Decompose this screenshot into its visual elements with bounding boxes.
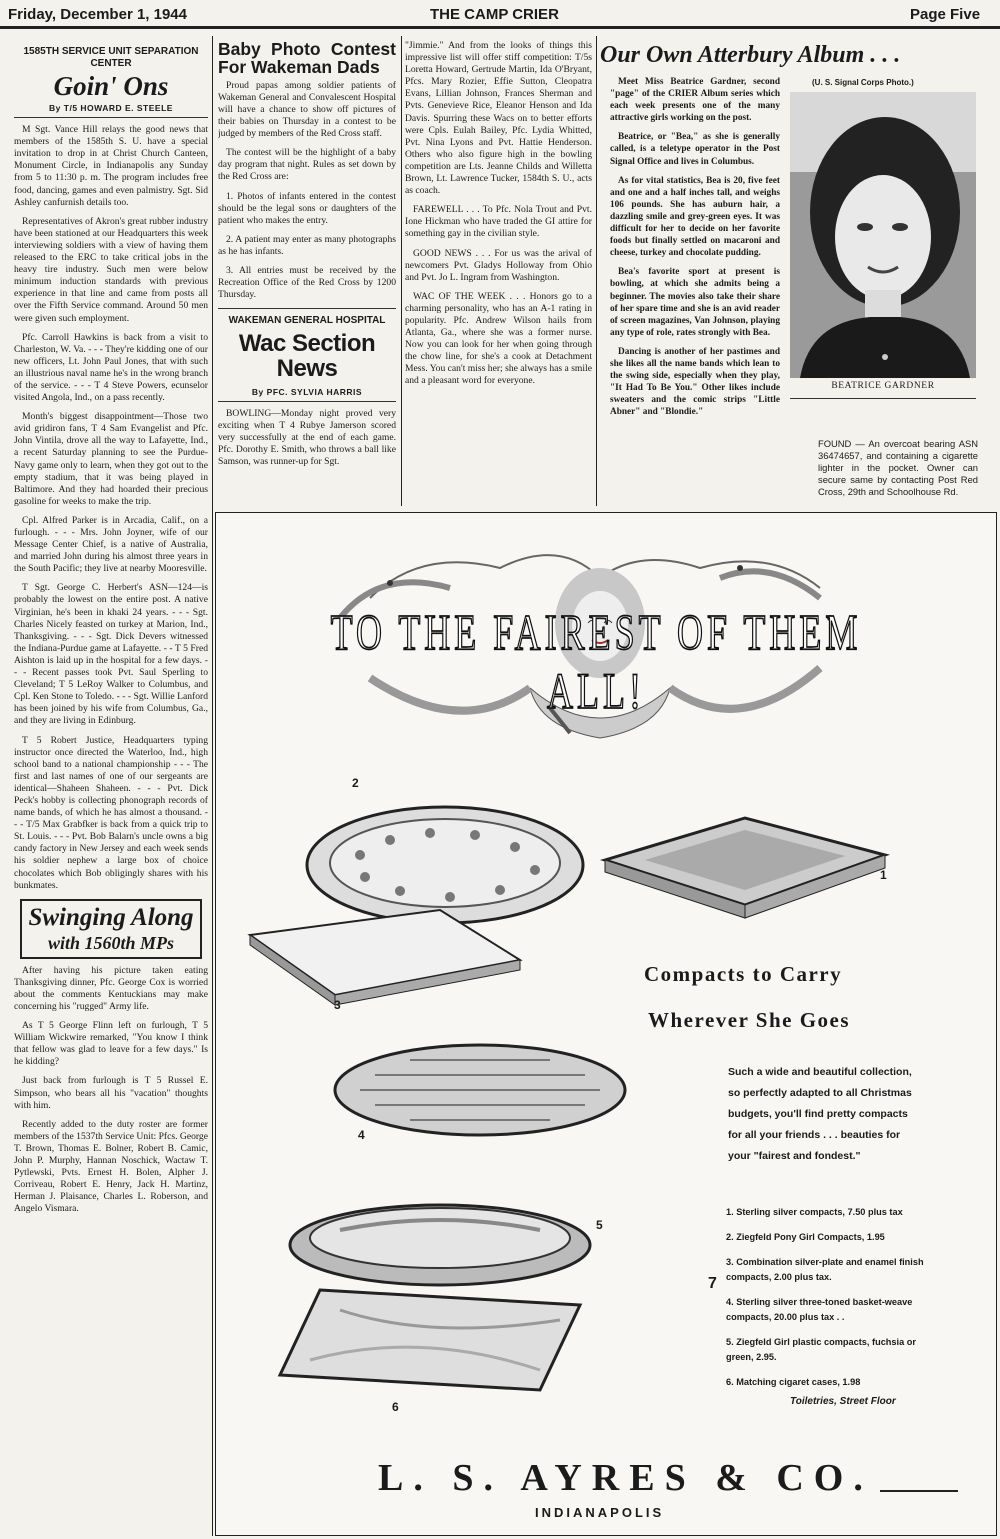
ad-department: Toiletries, Street Floor (790, 1396, 896, 1407)
article-paragraph: WAC OF THE WEEK . . . Honors go to a charming personality, who has an A-1 rating in popularity. Pfc. Andrew Wilson hails from Atlanta, Ga., where she was a former nurse. Now you can look for her when going through the chow line, for she's a cook at Detachment Mess. You can't miss her; she always has a smile and a pleasant word for everyone. (405, 290, 592, 387)
album-title: Our Own Atterbury Album . . . (600, 42, 901, 68)
item-number-4: 4 (358, 1128, 365, 1142)
item-number-5: 5 (596, 1218, 603, 1232)
section-title: Goin' Ons (53, 71, 169, 101)
item-number-6: 6 (392, 1400, 399, 1414)
article-paragraph: As for vital statistics, Bea is 20, five feet and one and a half inches tall, and weighs 106 pounds. She has auburn hair, a dazzling smile and grey-green eyes. It was difficult for her to decide on her favorite foods but finally settled on macaroni and cheese, turkey and chocolate pudding. (610, 175, 780, 259)
section-subtitle: with 1560th MPs (47, 932, 175, 953)
ad-item: 3. Combination silver-plate and enamel finish compacts, 2.00 plus tax. (726, 1257, 924, 1282)
article-paragraph: Recently added to the duty roster are former members of the 1537th Service Unit: Pfcs. George T. Brown, Thomas E. Bolner, Robert B. Camic, John P. Murphy, Hannan Noschick, Wactaw T. Pytlewski, Pvts. Ernest H. Bolen, Alpher J. Corriveau, Robert E. Henry, Jack H. Martinz, Herman J. Plaisance, Charles L. Roberson, and Angelo Vismara. (14, 1118, 208, 1215)
article-paragraph: The contest will be the highlight of a baby day program that night. Rules as set down by the Red Cross are: (218, 147, 396, 183)
compact-1 (595, 810, 895, 920)
article-paragraph: Cpl. Alfred Parker is in Arcadia, Calif., on a furlough. - - - Mrs. John Joyner, wife of our Message Center Chief, is a native of Australia, and married John during his almost three years in the South Pacific; they live at nearby Mooresville. (14, 514, 208, 575)
issue-date: Friday, December 1, 1944 (8, 6, 187, 23)
article-paragraph: Proud papas among soldier patients of Wakeman General and Convalescent Hospital will have a chance to show off pictures of their babies on Thursday in a contest to be judged by members of the Red Cross staff. (218, 79, 396, 140)
article-paragraph: 2. A patient may enter as many photographs as he has infants. (218, 233, 396, 257)
portrait-photo (790, 92, 976, 378)
masthead-rule (0, 26, 1000, 29)
section-title: Swinging Along (28, 903, 194, 931)
ad-item: 6. Matching cigaret cases, 1.98 (726, 1377, 861, 1387)
swinging-along-box (20, 899, 202, 959)
column-goin-ons (14, 46, 208, 1536)
article-paragraph: Bea's favorite sport at present is bowling, at which she admits being a beginner. The movies also take their share of her spare time and she is an avid reader of screen magazines, Van Johnson, playing any type of role, rates strongly with Bea. (610, 267, 780, 338)
article-paragraph: GOOD NEWS . . . For us was the arival of newcomers Pvt. Gladys Holloway from Ohio and Pvt. Jo L. Ingram from Washington. (405, 247, 592, 283)
article-paragraph: Pfc. Carroll Hawkins is back from a visit to Charleston, W. Va. - - - They're kidding one of our new officers, Lt. John Paul Jones, that with such an illustrious naval name he's in the wrong branch of the service. - - - T 4 Steve Powers, ecunselor visited Angola, Ind., on a pass recently. (14, 331, 208, 404)
column-divider (401, 36, 402, 506)
ad-item: 2. Ziegfeld Pony Girl Compacts, 1.95 (726, 1232, 885, 1242)
photo-caption: BEATRICE GARDNER (831, 381, 935, 391)
article-paragraph: T 5 Robert Justice, Headquarters typing instructor once directed the Waterloo, Ind., high school band to a national championship - - - The first and last names of one of our sergeants are identical—Shaheen Shaheen. - - - Pvt. Dick Peck's hobby is collecting phonograph records of name bands, of which he has almost a thousand. - - - T/5 Max Grabfker is back from a quick trip to St. Louis. - - - Pvt. Bob Balarn's uncle owns a big candy factory in New Jersey and each week sends his soldier nephew a large box of choice chocolates which Bob obligingly shares with his bunkmates. (14, 734, 208, 891)
photo-credit: (U. S. Signal Corps Photo.) (812, 78, 914, 87)
ad-banner-text: TO THE FAIREST OF THEM ALL! (330, 604, 862, 720)
byline: By T/5 HOWARD E. STEELE (49, 103, 173, 113)
section-kicker: 1585TH SERVICE UNIT SEPARATION CENTER (23, 46, 199, 69)
ad-item: 1. Sterling silver compacts, 7.50 plus tax (726, 1207, 903, 1217)
article-paragraph: "Jimmie." And from the looks of things this impressive list will offer stiff competition: T/5s Loretta Howard, Gertrude Martin, Ida O'Bryant, Pfcs. Mary Rozier, Effie Sutton, Cleopatra Evans, Lillian Johnson, Frances Sherman and Pvts. Genevieve Rice, Eleanor Henson and Ida Davis. Spurring these Wacs on to better efforts were Cpls. Eulah Bailey, Pfc. Lydia Whitted, Pvt. Nina Lyons and Pvt. Hattie Henderson. Others who also figure high in the bowling competition are Lts. Jeanne Childs and Willetta Brown, Lt. Lawrence Tucker, 1584th S. U., acts as coach. (405, 40, 592, 197)
ad-headline-2: Wherever She Goes (648, 1008, 851, 1032)
found-notice: FOUND — An overcoat bearing ASN 36474657, and containing a cigarette lighter in the pocket. Owner can secure same by contacting Post Red Cross, 29th and Schoolhouse Rd. (818, 438, 978, 497)
item-number-7: 7 (708, 1275, 717, 1292)
article-paragraph: BOWLING—Monday night proved very exciting when T 4 Rubye Jamerson scored very successfully at the end of each game. Pfc. Dorothy E. Smith, who throws a ball like Samson, was runner-up for Sgt. (218, 407, 396, 468)
column-divider (596, 36, 597, 506)
article-paragraph: Beatrice, or "Bea," as she is generally called, is a teletype operator in the Post Signal Office and lives in Columbus. (610, 132, 780, 167)
ad-item: 4. Sterling silver three-toned basket-weave compacts, 20.00 plus tax . . (726, 1297, 913, 1322)
compact-6 (270, 1280, 590, 1400)
compact-4 (330, 1040, 630, 1140)
compact-5 (280, 1190, 600, 1290)
store-city: INDIANAPOLIS (535, 1505, 665, 1520)
column-baby-contest (218, 40, 396, 508)
ad-intro: Such a wide and beautiful collection, so perfectly adapted to all Christmas budgets, you'll find pretty compacts for all your friends . . . beauties for your "fairest and fondest." (728, 1066, 912, 1162)
article-paragraph: Meet Miss Beatrice Gardner, second "page" of the CRIER Album series which each week presents one of the many attractive girls working on the post. (610, 77, 780, 124)
store-name: L. S. AYRES & CO. (378, 1457, 873, 1499)
ad-price-list (726, 1205, 936, 1400)
article-paragraph: Month's biggest disappointment—Those two avid gridiron fans, T 4 Sam Evangelist and Pfc. John Vintila, drove all the way to Lafayette, Ind., a recent Saturday planning to see the Purdue-Navy game only to learn, when they got out to the empty stadium, that it was being played in Baltimore. And they had hoarded their precious gasoline for weeks to make the trip. (14, 411, 208, 507)
section-title: Wac Section News (238, 330, 376, 383)
article-paragraph: FAREWELL . . . To Pfc. Nola Trout and Pvt. Ione Hickman who have traded the GI attire for something gay in the civilian style. (405, 204, 592, 240)
headline: Baby Photo Contest For Wakeman Dads (218, 40, 396, 78)
ad-headline-1: Compacts to Carry (644, 962, 843, 986)
byline: By PFC. SYLVIA HARRIS (251, 386, 363, 397)
section-kicker: WAKEMAN GENERAL HOSPITAL (228, 315, 386, 327)
article-paragraph: Just back from furlough is T 5 Russel E. Simpson, who bears all his "vacation" thoughts with him. (14, 1075, 208, 1111)
column-divider (212, 36, 213, 1536)
article-paragraph: M Sgt. Vance Hill relays the good news that members of the 1585th S. U. have a special invitation to drop in at Christ Church Canteen, Monument Circle, in Indianapolis any Sunday from 5 to 11:30 p. m. The program includes free food, dancing, games and even palmistry. Sgt. Sid Ashley canfurnish details too. (14, 124, 208, 208)
column-wac-news-cont (405, 40, 592, 508)
article-paragraph: 1. Photos of infants entered in the contest should be the legal sons or daughters of the patient who makes the entry. (218, 190, 396, 226)
article-paragraph: Representatives of Akron's great rubber industry have been stationed at our Headquarters this week interviewing soldiers with a view of having them released to the ERC to take critical jobs in the heavy tire industry. Such men were below minimum induction standards with previous experience in that line and came from posts all over the Fifth Service command. Around 50 men were given such employment. (14, 215, 208, 324)
ad-item: 5. Ziegfeld Girl plastic compacts, fuchsia or green, 2.95. (726, 1337, 916, 1362)
article-paragraph: 3. All entries must be received by the Recreation Office of the Red Cross by 1200 Thursday. (218, 264, 396, 301)
album-article (610, 76, 780, 508)
item-number-1: 1 (880, 868, 887, 882)
paper-name: THE CAMP CRIER (430, 6, 559, 23)
compact-3 (240, 905, 530, 1010)
article-paragraph: After having his picture taken eating Thanksgiving dinner, Pfc. George Cox is worried about the comments Kentuckians may make concerning his "rugged" Army life. (14, 964, 208, 1012)
item-number-3: 3 (334, 998, 341, 1012)
page-number: Page Five (910, 6, 981, 23)
article-paragraph: As T 5 George Flinn left on furlough, T 5 William Wickwire remarked, "You know I think that fellow was glad to leave for a few days." Is he kidding? (14, 1020, 208, 1068)
item-number-2: 2 (352, 776, 359, 790)
article-paragraph: Dancing is another of her pastimes and she likes all the name bands which lean to the swing side, especially when they play, "It Had To Be You." Other likes include sweaters and the comic strips "Little Abner" and "Blondie." (610, 346, 780, 418)
article-paragraph: T Sgt. George C. Herbert's ASN—124—is probably the lowest on the entire post. A native Virginian, he's been in khaki 24 years. - - - Sgt. Charles Nicely feasted on turkey at Marion, Ind., Thanksgiving. - - - Sgt. Dick Devers witnessed the Indiana-Purdue game at Lafayette. - - T 5 Fred Aishton is laid up in the hospital for a few days. - - - Recent passes took Pvt. Saul Sperling to Cleveland; T 5 LeRoy Walker to Columbus, and Cpl. Ken Stone to Toledo. - - - Sgt. Willie Lanford has been joined by his wife from Columbus, Ga., and they are living in Edinburg. (14, 582, 208, 727)
